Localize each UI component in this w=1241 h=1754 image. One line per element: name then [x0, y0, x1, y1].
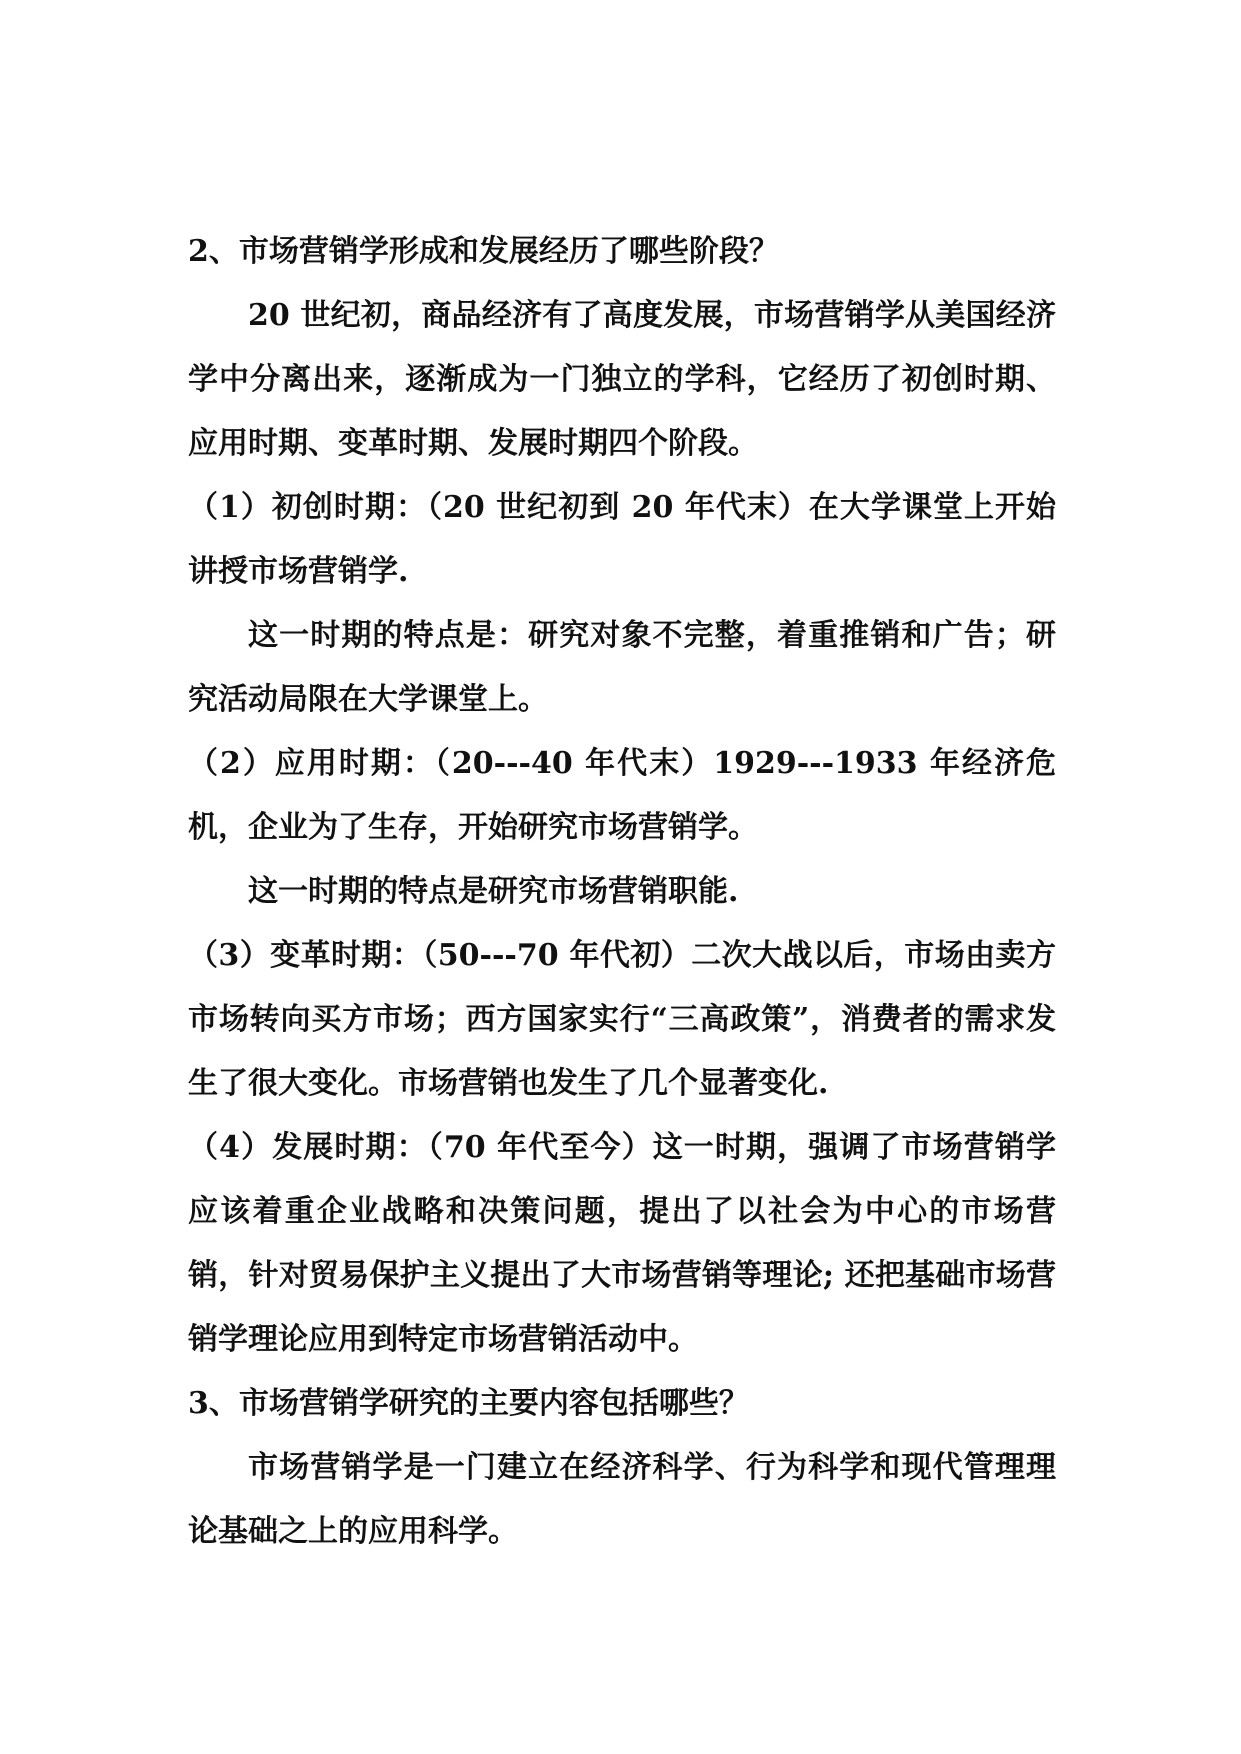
stage-3-paragraph: （3）变革时期：（50---70 年代初）二次大战以后，市场由卖方市场转向买方市场；西方国家实行“三高政策”，消费者的需求发生了很大变化。市场营销也发生了几个显著变化.: [188, 938, 1056, 1101]
stage-4-paragraph: （4）发展时期：（70 年代至今）这一时期，强调了市场营销学应该着重企业战略和决策问题，提出了以社会为中心的市场营销，针对贸易保护主义提出了大市场营销等理论; 还把基础市场营销学理论应用到特定市场营销活动中。: [188, 1130, 1056, 1357]
stage-1-characteristics: 这一时期的特点是：研究对象不完整，着重推销和广告；研究活动局限在大学课堂上。: [188, 618, 1056, 717]
question-heading-2: 2、市场营销学形成和发展经历了哪些阶段？: [188, 234, 779, 269]
stage-2-paragraph: （2）应用时期：（20---40 年代末）1929---1933 年经济危机，企业为了生存，开始研究市场营销学。: [188, 746, 1056, 845]
stage-1-paragraph: （1）初创时期：（20 世纪初到 20 年代末）在大学课堂上开始讲授市场营销学.: [188, 490, 1056, 589]
stage-2-characteristics: 这一时期的特点是研究市场营销职能.: [248, 874, 739, 909]
intro-paragraph: 20 世纪初，商品经济有了高度发展，市场营销学从美国经济学中分离出来，逐渐成为一门独立的学科，它经历了初创时期、应用时期、变革时期、发展时期四个阶段。: [188, 298, 1056, 461]
question-heading-3: 3、市场营销学研究的主要内容包括哪些？: [188, 1386, 749, 1421]
document-body: [188, 220, 1056, 1564]
answer-paragraph-3: 市场营销学是一门建立在经济科学、行为科学和现代管理理论基础之上的应用科学。: [188, 1450, 1056, 1549]
